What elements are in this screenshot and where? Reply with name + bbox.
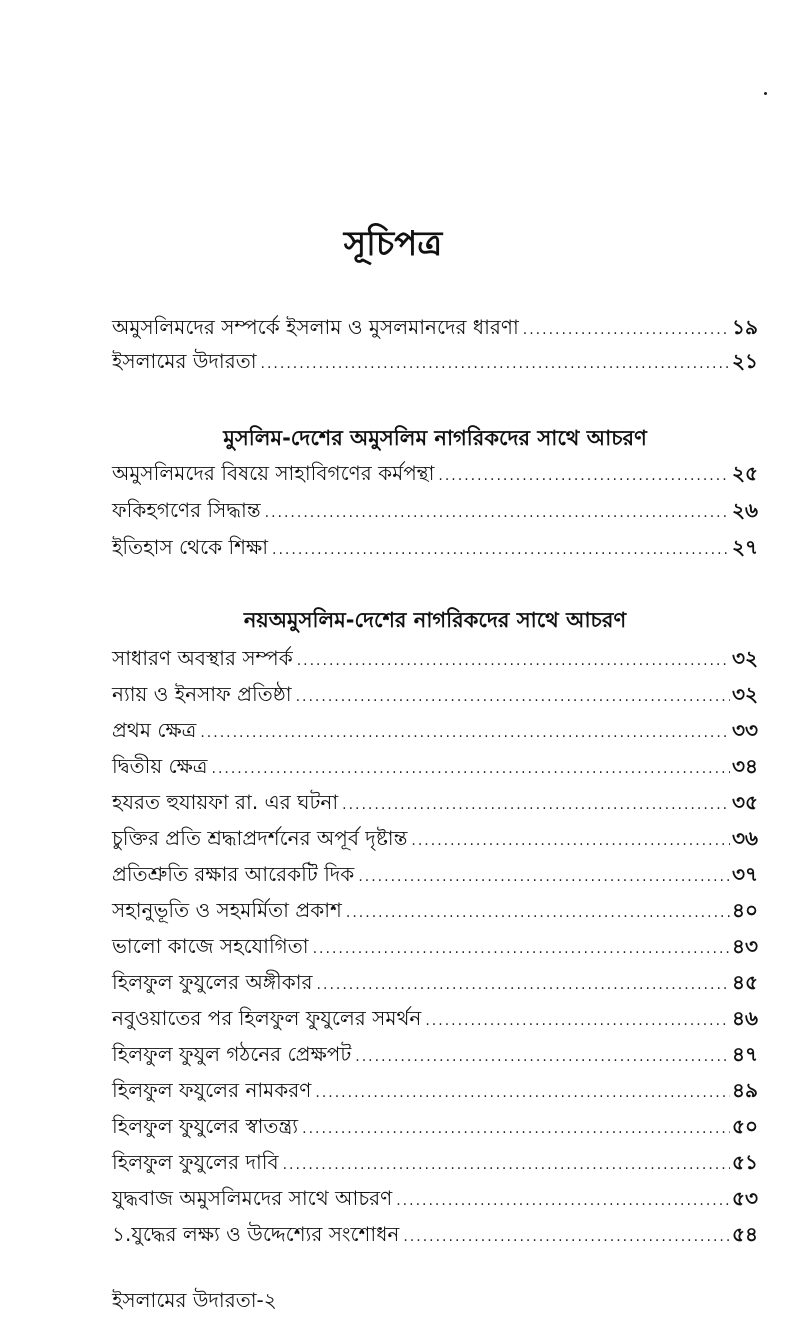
toc-entry-page: ৫৩: [732, 1186, 758, 1210]
toc-entry: [112, 1073, 758, 1107]
toc-entry-page: ৪৬: [732, 1006, 758, 1030]
toc-entry-label: অমুসলিমদের বিষয়ে সাহাবিগণের কর্মপন্থা: [112, 461, 435, 485]
toc-entry-page: ৪৭: [732, 1042, 758, 1066]
toc-entry-page: ২৭: [731, 535, 758, 559]
leader-dots: [342, 788, 730, 822]
toc-entry: [112, 929, 758, 963]
toc-entry-page: ৩৩: [731, 718, 758, 742]
toc-entry: [112, 857, 758, 891]
leader-dots: [396, 1184, 730, 1218]
section-heading: মুসলিম-দেশের অমুসলিম নাগরিকদের সাথে আচরণ: [223, 426, 647, 450]
toc-entry: [112, 641, 758, 675]
toc-entry-label: ১.যুদ্ধের লক্ষ্য ও উদ্দেশ্যের সংশোধন: [112, 1222, 400, 1246]
toc-entry-label: ইতিহাস থেকে শিক্ষা: [112, 535, 269, 559]
toc-entry-page: ২১: [732, 349, 758, 373]
toc-entry-page: ১৯: [732, 315, 758, 339]
toc-entry-label: হিলফুল ফুযুল গঠনের প্রেক্ষপট: [112, 1042, 352, 1066]
toc-entry: [112, 1037, 758, 1071]
toc-entry-page: ৩৪: [732, 754, 758, 778]
toc-entry-page: ২৫: [732, 461, 758, 485]
toc-entry-page: ৫১: [732, 1150, 758, 1174]
leader-dots: [438, 459, 730, 493]
toc-entry-label: প্রতিশ্রুতি রক্ষার আরেকটি দিক: [112, 862, 355, 886]
toc-entry-label: প্রথম ক্ষেত্র: [112, 718, 197, 742]
leader-dots: [261, 347, 731, 381]
toc-entry-page: ৩৭: [731, 862, 758, 886]
toc-entry: [112, 1145, 758, 1179]
toc-entry: [112, 677, 758, 711]
toc-entry: [112, 1181, 758, 1215]
toc-entry: [112, 965, 758, 999]
leader-dots: [425, 1004, 730, 1038]
toc-entry-page: ৩২: [731, 682, 758, 706]
speck-mark: [764, 92, 767, 95]
toc-entry: [112, 1001, 758, 1035]
toc-entry-page: ২৬: [731, 498, 758, 522]
toc-entry-label: ন্যায় ও ইনসাফ প্রতিষ্ঠা: [112, 682, 292, 706]
toc-entry: [112, 530, 758, 564]
leader-dots: [346, 896, 730, 930]
leader-dots: [302, 1112, 730, 1146]
toc-entry-label: হিলফুল ফুযুলের অঙ্গীকার: [112, 970, 313, 994]
toc-entry-label: সহানুভূতি ও সহমর্মিতা প্রকাশ: [112, 898, 342, 922]
toc-entry-label: অমুসলিমদের সম্পর্কে ইসলাম ও মুসলমানদের ধারণা: [112, 315, 519, 339]
toc-entry-label: ভালো কাজে সহযোগিতা: [112, 934, 309, 958]
toc-entry: [112, 1217, 758, 1251]
toc-entry-label: যুদ্ধবাজ অমুসলিমদের সাথে আচরণ: [112, 1186, 393, 1210]
toc-entry-label: ইসলামের উদারতা: [112, 349, 257, 373]
page-title: সূচিপত্র: [343, 224, 443, 264]
toc-entry: [112, 821, 758, 855]
leader-dots: [296, 680, 730, 714]
leader-dots: [200, 716, 730, 750]
toc-entry: [112, 713, 758, 747]
toc-entry-page: ৪৯: [732, 1078, 758, 1102]
leader-dots: [358, 860, 730, 894]
leader-dots: [272, 533, 730, 567]
toc-entry: [112, 493, 758, 527]
leader-dots: [313, 932, 730, 966]
leader-dots: [355, 1040, 730, 1074]
leader-dots: [265, 496, 730, 530]
toc-entry-page: ৪৩: [732, 934, 758, 958]
toc-entry-page: ৪০: [732, 898, 758, 922]
toc-entry-label: হিলফুল ফুযুলের দাবি: [112, 1150, 279, 1174]
toc-entry-label: ফকিহগণের সিদ্ধান্ত: [112, 498, 261, 522]
toc-entry: [112, 749, 758, 783]
page-footer: ইসলামের উদারতা-২: [112, 1288, 277, 1312]
toc-entry-label: দ্বিতীয় ক্ষেত্র: [112, 754, 208, 778]
toc-entry-label: হিলফুল ফুযুলের স্বাতন্ত্র্য: [112, 1114, 299, 1138]
toc-entry-page: ৩৫: [732, 790, 758, 814]
leader-dots: [403, 1220, 730, 1254]
toc-entry: [112, 893, 758, 927]
leader-dots: [411, 824, 730, 858]
toc-entry: [112, 456, 758, 490]
leader-dots: [283, 1148, 730, 1182]
toc-entry: [112, 1109, 758, 1143]
toc-entry: [112, 344, 758, 378]
leader-dots: [523, 313, 730, 347]
toc-entry-page: ৪৫: [732, 970, 758, 994]
toc-entry-label: নবুওয়াতের পর হিলফুল ফুযুলের সমর্থন: [112, 1006, 422, 1030]
toc-entry-label: সাধারণ অবস্থার সম্পর্ক: [112, 646, 293, 670]
toc-entry-label: হযরত হুযায়ফা রা. এর ঘটনা: [112, 790, 339, 814]
leader-dots: [297, 644, 730, 678]
toc-entry: [112, 785, 758, 819]
section-heading: নয়অমুসলিম-দেশের নাগরিকদের সাথে আচরণ: [243, 608, 627, 632]
toc-entry: [112, 310, 758, 344]
toc-entry-page: ৩২: [731, 646, 758, 670]
leader-dots: [212, 752, 731, 786]
toc-entry-page: ৫০: [732, 1114, 758, 1138]
toc-entry-label: হিলফুল ফযুলের নামকরণ: [112, 1078, 312, 1102]
toc-entry-page: ৫৪: [732, 1222, 758, 1246]
leader-dots: [317, 968, 730, 1002]
toc-entry-label: চুক্তির প্রতি শ্রদ্ধাপ্রদর্শনের অপূর্ব দৃষ্টান্ত: [112, 826, 408, 850]
toc-entry-page: ৩৬: [731, 826, 758, 850]
leader-dots: [315, 1076, 730, 1110]
